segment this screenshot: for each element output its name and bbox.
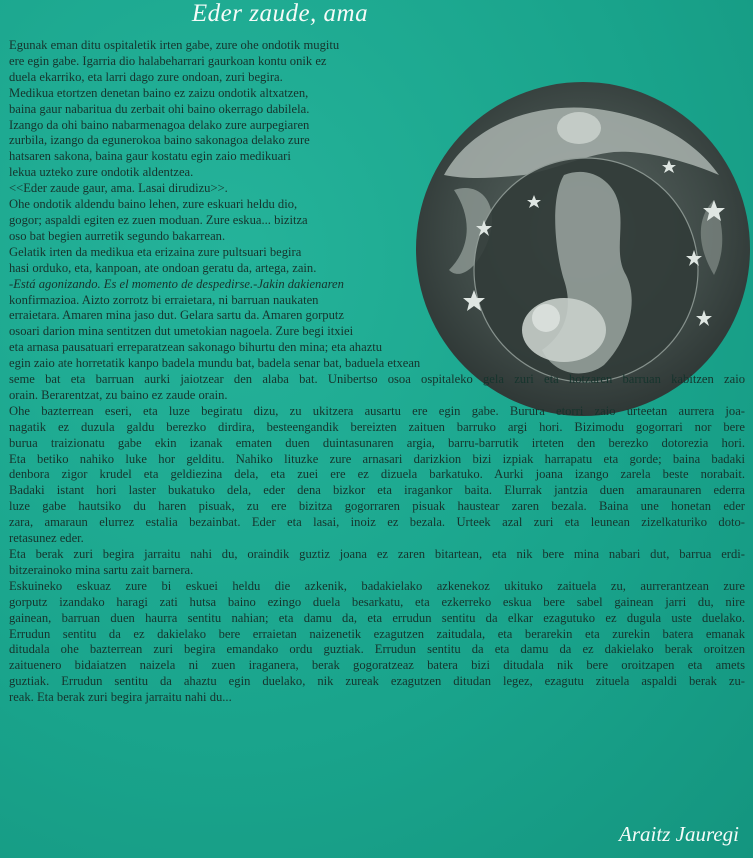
- text-line: hasi orduko, eta, kanpoan, ate ondoan geratu da, artega, zain.: [9, 260, 317, 275]
- text-line: Errudun sentitu da ez dakielako bere erraietan naizenetik ezagutzen zaitudala, eta berarekin eta zurekin batera emanak: [9, 626, 745, 641]
- text-line: erraietara. Amaren mina jaso dut. Gelara sartu da. Amaren gorputz: [9, 308, 344, 323]
- text-line: retasunez eder.: [9, 531, 84, 546]
- text-line: hatsaren sakona, baina gaur kostatu egin zaio medikuari: [9, 149, 291, 164]
- text-line: Medikua etortzen denetan baino ez zaizu ondotik altxatzen,: [9, 85, 309, 100]
- text-line: denbora zigor krudel eta geldiezina dela, eta zuei ere ez dizuela barkatuko. Aurki joana izango zarela beste norabait.: [9, 467, 745, 482]
- text-line: Ohe bazterrean eseri, eta luze begiratu dizu, zu ukitzera ausartu ere egin gabe. Burura etorri zaio urteetan aurrera joa-: [9, 403, 745, 418]
- text-line: osoari darion mina sentitzen dut umetokian nagoela. Zure begi itxiei: [9, 324, 354, 339]
- text-line: Egunak eman ditu ospitaletik irten gabe, zure ohe ondotik mugitu: [9, 38, 340, 52]
- text-line: burua traizionatu gabe ekin izanak ematen duen duintasunaren argia, barru-barrutik irteten den berezko dotorezia hori.: [9, 435, 745, 450]
- article-body: [9, 38, 745, 706]
- text-line: zaituenero bidaiatzen naizela ni zuen iraganera, berak gogoratzeaz batera bizi ditudala nik bere oroitzapen eta amets: [9, 658, 745, 673]
- text-line: ditudala ohe bazterrean zuri begira emandako ordu guztiak. Errudun sentitu da eta damu da ez dakielako berak oroitzen: [9, 642, 745, 657]
- text-line: gainean, barruan duen haurra sentitu nahian; eta damu da, eta errudun sentitu da elkar ezagutuko ez dugula uste duelako.: [9, 610, 745, 625]
- text-line: Ohe ondotik aldendu baino lehen, zure eskuari heldu dio,: [9, 197, 298, 212]
- text-line: -Está agonizando. Es el momento de despedirse.-Jakin dakienaren: [9, 276, 344, 291]
- text-line: Eta betiko nahiko luke hor gelditu. Nahiko lituzke zure arnasari darizkion bizi izpiak harrapatu eta gorde; baina badaki: [9, 451, 745, 466]
- text-line: Eskuineko eskuaz zure bi eskuei heldu die azkenik, badakielako azkenekoz ukituko zaituela zu, aurrerantzean zure: [9, 578, 745, 593]
- text-line: Badaki istant hori laster bukatuko dela, eder dena bizkor eta iragankor baita. Elurrak jantzia duen amaraunaren ederra: [9, 483, 745, 498]
- text-line: orain. Berarentzat, zu baino ez zaude orain.: [9, 387, 228, 402]
- text-line: eta arnasa pausatuari erreparatzean sakonago bihurtu den mina; eta ahaztu: [9, 340, 383, 355]
- text-line: Izango da ohi baino nabarmenagoa delako zure aurpegiaren: [9, 117, 310, 132]
- text-line: nagatik ez duzula galdu berezko dirdira, besteengandik bereizten zaituen barruko argi hori. Bizimodu gogorrari nor bere: [9, 419, 745, 434]
- text-line: guztiak. Errudun sentitu da ahaztu egin duelako, nik zureak ezagutzen ditudan legez, ezagutu zituela aspaldi berak zu-: [9, 674, 745, 689]
- text-line: reak. Eta berak zuri begira jarraitu nahi du...: [9, 690, 232, 705]
- text-line: gorputz izandako haragi zati hutsa baino ezingo duela besarkatu, eta ezkerreko eskua bere sabel gainean jarri du, nire: [9, 594, 745, 609]
- text-line: seme bat eta barruan aurki jaiotzear den alaba bat. Unibertso osoa ospitaleko gela zuri eta hotzaren barruan kabitzen zaio: [9, 372, 745, 387]
- text-line: ere egin gabe. Igarria dio halabeharrari gaurkoan kontu onik ez: [9, 53, 327, 68]
- text-line: lekua uzteko zure ondotik aldentzea.: [9, 165, 194, 180]
- text-line: <<Eder zaude gaur, ama. Lasai dirudizu>>.: [9, 181, 228, 196]
- text-line: duela ekarriko, eta larri dago zure ondoan, zuri begira.: [9, 69, 283, 84]
- text-line: Gelatik irten da medikua eta erizaina zure pultsuari begira: [9, 244, 302, 259]
- text-line: gogor; aspaldi egiten ez zuen moduan. Zure eskua... bizitza: [9, 212, 308, 227]
- text-line: egin zaio ate horretatik kanpo badela mundu bat, badela senar bat, baduela etxean: [9, 356, 421, 371]
- author-signature: Araitz Jauregi: [619, 822, 739, 846]
- page-title: Eder zaude, ama: [191, 0, 369, 27]
- text-line: oso bat begien aurretik segundo bakarrean.: [9, 228, 226, 243]
- text-line: luze gabe hautsiko du haren pisuak, zu ere bizitza gogorraren pisuak haustear zaren bezala. Baina une honetan eder: [9, 499, 745, 514]
- text-line: konfirmazioa. Aizto zorrotz bi erraietara, ni barruan naukaten: [9, 292, 319, 307]
- text-line: bitzerainoko mina sartu zait barnera.: [9, 562, 194, 577]
- text-line: zara, amaraun elurrez estalia bezainbat. Eder eta lasai, inoiz ez bezala. Urteek azal zuri eta leunean zizelkaturiko doto-: [9, 515, 745, 530]
- text-line: baina gaur nabaritua du zerbait ohi baino okerrago dabilela.: [9, 101, 310, 116]
- text-line: Eta berak zuri begira jarraitu nahi du, oraindik guztiz joana ez zaren bitartean, eta nik bere mina nabari dut, barrua erdi-: [9, 547, 745, 561]
- text-line: zurbila, izango da egunerokoa baino sakonagoa delako zure: [9, 133, 310, 148]
